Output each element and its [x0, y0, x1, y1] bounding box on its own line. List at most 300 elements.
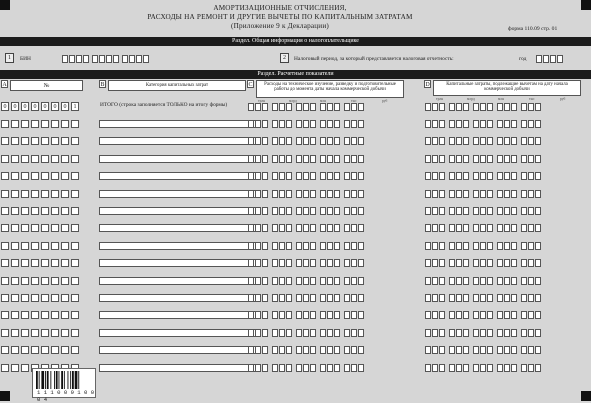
amount-digit-cell[interactable]: [351, 172, 357, 180]
row-number-cell[interactable]: [61, 242, 69, 250]
amount-digit-cell[interactable]: [425, 120, 431, 128]
amount-digit-cell[interactable]: [272, 329, 278, 337]
amount-digit-cell[interactable]: [279, 207, 285, 215]
amount-digit-cell[interactable]: [425, 190, 431, 198]
amount-digit-cell[interactable]: [487, 207, 493, 215]
amount-digit-cell[interactable]: [334, 329, 340, 337]
amount-digit-cell[interactable]: [327, 277, 333, 285]
amount-digit-cell[interactable]: [310, 311, 316, 319]
row-number-cell[interactable]: [11, 277, 19, 285]
amount-digit-cell[interactable]: [255, 137, 261, 145]
amount-digit-cell[interactable]: [334, 103, 340, 111]
amount-digit-cell[interactable]: [248, 172, 254, 180]
row-number-cell[interactable]: [41, 137, 49, 145]
amount-digit-cell[interactable]: [425, 346, 431, 354]
amount-digit-cell[interactable]: [327, 120, 333, 128]
row-number-cell[interactable]: [31, 155, 39, 163]
amount-digit-cell[interactable]: [358, 329, 364, 337]
row-number-cell[interactable]: [51, 120, 59, 128]
amount-digit-cell[interactable]: [511, 277, 517, 285]
amount-digit-cell[interactable]: [358, 137, 364, 145]
amount-digit-cell[interactable]: [439, 137, 445, 145]
amount-digit-cell[interactable]: [521, 120, 527, 128]
amount-digit-cell[interactable]: [334, 172, 340, 180]
amount-digit-cell[interactable]: [320, 311, 326, 319]
category-field[interactable]: [99, 277, 256, 285]
row-number-cell[interactable]: [71, 137, 79, 145]
amount-digit-cell[interactable]: [432, 329, 438, 337]
amount-digit-cell[interactable]: [286, 120, 292, 128]
amount-digit-cell[interactable]: [303, 155, 309, 163]
category-field[interactable]: [99, 311, 256, 319]
amount-digit-cell[interactable]: [528, 172, 534, 180]
amount-digit-cell[interactable]: [351, 364, 357, 372]
row-number-cell[interactable]: [11, 155, 19, 163]
amount-digit-cell[interactable]: [528, 364, 534, 372]
amount-digit-cell[interactable]: [310, 207, 316, 215]
amount-digit-cell[interactable]: [272, 190, 278, 198]
amount-digit-cell[interactable]: [504, 224, 510, 232]
amount-digit-cell[interactable]: [248, 137, 254, 145]
amount-digit-cell[interactable]: [535, 277, 541, 285]
amount-digit-cell[interactable]: [456, 259, 462, 267]
row-number-cell[interactable]: [41, 329, 49, 337]
amount-digit-cell[interactable]: [480, 311, 486, 319]
amount-digit-cell[interactable]: [262, 190, 268, 198]
amount-digit-cell[interactable]: [320, 346, 326, 354]
amount-digit-cell[interactable]: [439, 172, 445, 180]
amount-digit-cell[interactable]: [521, 224, 527, 232]
amount-digit-cell[interactable]: [351, 346, 357, 354]
amount-digit-cell[interactable]: [521, 190, 527, 198]
bin-cell[interactable]: [62, 55, 68, 63]
amount-digit-cell[interactable]: [456, 137, 462, 145]
amount-digit-cell[interactable]: [439, 155, 445, 163]
amount-digit-cell[interactable]: [504, 172, 510, 180]
row-number-cell[interactable]: [11, 137, 19, 145]
category-field[interactable]: [99, 207, 256, 215]
row-number-cell[interactable]: [71, 207, 79, 215]
row-number-cell[interactable]: [71, 172, 79, 180]
amount-digit-cell[interactable]: [279, 329, 285, 337]
amount-digit-cell[interactable]: [262, 242, 268, 250]
amount-digit-cell[interactable]: [351, 120, 357, 128]
category-field[interactable]: [99, 155, 256, 163]
amount-digit-cell[interactable]: [344, 311, 350, 319]
amount-digit-cell[interactable]: [358, 120, 364, 128]
amount-digit-cell[interactable]: [432, 155, 438, 163]
amount-digit-cell[interactable]: [255, 103, 261, 111]
amount-digit-cell[interactable]: [473, 155, 479, 163]
amount-digit-cell[interactable]: [449, 172, 455, 180]
amount-digit-cell[interactable]: [473, 346, 479, 354]
row-number-cell[interactable]: [61, 120, 69, 128]
row-number-cell[interactable]: [31, 137, 39, 145]
category-field[interactable]: [99, 329, 256, 337]
bin-cell[interactable]: [113, 55, 119, 63]
row-number-cell[interactable]: [1, 311, 9, 319]
amount-digit-cell[interactable]: [504, 103, 510, 111]
amount-digit-cell[interactable]: [463, 120, 469, 128]
amount-digit-cell[interactable]: [303, 207, 309, 215]
amount-digit-cell[interactable]: [279, 311, 285, 319]
amount-digit-cell[interactable]: [480, 259, 486, 267]
amount-digit-cell[interactable]: [358, 172, 364, 180]
amount-digit-cell[interactable]: [480, 155, 486, 163]
amount-digit-cell[interactable]: [279, 277, 285, 285]
amount-digit-cell[interactable]: [255, 364, 261, 372]
amount-digit-cell[interactable]: [511, 364, 517, 372]
row-number-cell[interactable]: [21, 155, 29, 163]
amount-digit-cell[interactable]: [334, 346, 340, 354]
amount-digit-cell[interactable]: [449, 259, 455, 267]
amount-digit-cell[interactable]: [327, 207, 333, 215]
amount-digit-cell[interactable]: [439, 259, 445, 267]
amount-digit-cell[interactable]: [303, 259, 309, 267]
amount-digit-cell[interactable]: [535, 242, 541, 250]
amount-digit-cell[interactable]: [272, 224, 278, 232]
amount-digit-cell[interactable]: [511, 190, 517, 198]
amount-digit-cell[interactable]: [463, 311, 469, 319]
amount-digit-cell[interactable]: [432, 242, 438, 250]
row-number-cell[interactable]: [21, 329, 29, 337]
amount-digit-cell[interactable]: [456, 103, 462, 111]
amount-digit-cell[interactable]: [449, 155, 455, 163]
row-number-cell[interactable]: [71, 259, 79, 267]
amount-digit-cell[interactable]: [248, 103, 254, 111]
bin-cell[interactable]: [69, 55, 75, 63]
amount-digit-cell[interactable]: [310, 137, 316, 145]
amount-digit-cell[interactable]: [303, 242, 309, 250]
amount-digit-cell[interactable]: [286, 155, 292, 163]
row-number-cell[interactable]: [51, 190, 59, 198]
amount-digit-cell[interactable]: [463, 364, 469, 372]
amount-digit-cell[interactable]: [310, 329, 316, 337]
row-number-cell[interactable]: [21, 242, 29, 250]
amount-digit-cell[interactable]: [358, 259, 364, 267]
amount-digit-cell[interactable]: [296, 294, 302, 302]
row-number-cell[interactable]: [41, 190, 49, 198]
amount-digit-cell[interactable]: [344, 242, 350, 250]
amount-digit-cell[interactable]: [425, 103, 431, 111]
amount-digit-cell[interactable]: [320, 120, 326, 128]
amount-digit-cell[interactable]: [296, 277, 302, 285]
category-field[interactable]: [99, 259, 256, 267]
amount-digit-cell[interactable]: [344, 172, 350, 180]
row-number-cell[interactable]: [31, 329, 39, 337]
amount-digit-cell[interactable]: [262, 224, 268, 232]
row-number-cell[interactable]: [31, 242, 39, 250]
row-number-cell[interactable]: [71, 155, 79, 163]
row-number-cell[interactable]: [11, 224, 19, 232]
amount-digit-cell[interactable]: [286, 311, 292, 319]
row-number-cell[interactable]: [1, 277, 9, 285]
row-number-cell[interactable]: [71, 294, 79, 302]
row-number-cell[interactable]: [61, 259, 69, 267]
amount-digit-cell[interactable]: [487, 277, 493, 285]
amount-digit-cell[interactable]: [449, 294, 455, 302]
amount-digit-cell[interactable]: [497, 207, 503, 215]
amount-digit-cell[interactable]: [528, 346, 534, 354]
row-number-cell[interactable]: [1, 155, 9, 163]
amount-digit-cell[interactable]: [320, 172, 326, 180]
row-number-cell[interactable]: [61, 329, 69, 337]
amount-digit-cell[interactable]: [535, 294, 541, 302]
amount-digit-cell[interactable]: [279, 224, 285, 232]
amount-digit-cell[interactable]: [456, 294, 462, 302]
row-number-cell[interactable]: [31, 190, 39, 198]
row-number-cell[interactable]: [31, 224, 39, 232]
amount-digit-cell[interactable]: [473, 242, 479, 250]
amount-digit-cell[interactable]: [320, 242, 326, 250]
amount-digit-cell[interactable]: [480, 120, 486, 128]
amount-digit-cell[interactable]: [248, 224, 254, 232]
amount-digit-cell[interactable]: [344, 207, 350, 215]
amount-digit-cell[interactable]: [487, 155, 493, 163]
amount-digit-cell[interactable]: [272, 172, 278, 180]
row-number-cell[interactable]: [1, 172, 9, 180]
amount-digit-cell[interactable]: [286, 224, 292, 232]
amount-digit-cell[interactable]: [358, 224, 364, 232]
bin-cell[interactable]: [136, 55, 142, 63]
amount-digit-cell[interactable]: [279, 120, 285, 128]
amount-digit-cell[interactable]: [497, 137, 503, 145]
amount-digit-cell[interactable]: [334, 311, 340, 319]
row-number-cell[interactable]: [41, 172, 49, 180]
amount-digit-cell[interactable]: [296, 346, 302, 354]
amount-digit-cell[interactable]: [456, 311, 462, 319]
amount-digit-cell[interactable]: [463, 224, 469, 232]
amount-digit-cell[interactable]: [439, 242, 445, 250]
amount-digit-cell[interactable]: [439, 294, 445, 302]
amount-digit-cell[interactable]: [463, 329, 469, 337]
amount-digit-cell[interactable]: [473, 207, 479, 215]
amount-digit-cell[interactable]: [248, 311, 254, 319]
amount-digit-cell[interactable]: [255, 311, 261, 319]
amount-digit-cell[interactable]: [473, 224, 479, 232]
amount-digit-cell[interactable]: [272, 120, 278, 128]
amount-digit-cell[interactable]: [296, 120, 302, 128]
row-number-cell[interactable]: [71, 190, 79, 198]
amount-digit-cell[interactable]: [463, 294, 469, 302]
amount-digit-cell[interactable]: [303, 190, 309, 198]
amount-digit-cell[interactable]: [327, 137, 333, 145]
amount-digit-cell[interactable]: [248, 190, 254, 198]
amount-digit-cell[interactable]: [480, 294, 486, 302]
amount-digit-cell[interactable]: [439, 224, 445, 232]
amount-digit-cell[interactable]: [449, 137, 455, 145]
amount-digit-cell[interactable]: [310, 224, 316, 232]
amount-digit-cell[interactable]: [497, 155, 503, 163]
row-number-cell[interactable]: [51, 155, 59, 163]
amount-digit-cell[interactable]: [310, 155, 316, 163]
amount-digit-cell[interactable]: [303, 329, 309, 337]
amount-digit-cell[interactable]: [279, 259, 285, 267]
row-number-cell[interactable]: [61, 137, 69, 145]
amount-digit-cell[interactable]: [487, 224, 493, 232]
amount-digit-cell[interactable]: [528, 259, 534, 267]
row-number-cell[interactable]: [21, 190, 29, 198]
amount-digit-cell[interactable]: [425, 224, 431, 232]
amount-digit-cell[interactable]: [296, 172, 302, 180]
amount-digit-cell[interactable]: [432, 103, 438, 111]
amount-digit-cell[interactable]: [248, 120, 254, 128]
amount-digit-cell[interactable]: [487, 137, 493, 145]
amount-digit-cell[interactable]: [504, 346, 510, 354]
amount-digit-cell[interactable]: [358, 294, 364, 302]
amount-digit-cell[interactable]: [279, 294, 285, 302]
amount-digit-cell[interactable]: [463, 207, 469, 215]
amount-digit-cell[interactable]: [320, 155, 326, 163]
amount-digit-cell[interactable]: [456, 277, 462, 285]
row-number-cell[interactable]: [51, 277, 59, 285]
row-number-cell[interactable]: [61, 172, 69, 180]
amount-digit-cell[interactable]: [425, 137, 431, 145]
amount-digit-cell[interactable]: [327, 294, 333, 302]
amount-digit-cell[interactable]: [286, 103, 292, 111]
row-number-cell[interactable]: [61, 294, 69, 302]
amount-digit-cell[interactable]: [535, 364, 541, 372]
amount-digit-cell[interactable]: [351, 190, 357, 198]
amount-digit-cell[interactable]: [480, 224, 486, 232]
amount-digit-cell[interactable]: [334, 224, 340, 232]
amount-digit-cell[interactable]: [344, 155, 350, 163]
row-number-cell[interactable]: [1, 242, 9, 250]
amount-digit-cell[interactable]: [504, 259, 510, 267]
amount-digit-cell[interactable]: [262, 259, 268, 267]
amount-digit-cell[interactable]: [511, 224, 517, 232]
amount-digit-cell[interactable]: [497, 242, 503, 250]
amount-digit-cell[interactable]: [351, 155, 357, 163]
amount-digit-cell[interactable]: [344, 294, 350, 302]
row-number-cell[interactable]: [41, 120, 49, 128]
row-number-cell[interactable]: [51, 346, 59, 354]
row-number-cell[interactable]: [1, 364, 9, 372]
amount-digit-cell[interactable]: [480, 242, 486, 250]
row-number-cell[interactable]: [21, 311, 29, 319]
amount-digit-cell[interactable]: [473, 364, 479, 372]
amount-digit-cell[interactable]: [449, 242, 455, 250]
amount-digit-cell[interactable]: [310, 346, 316, 354]
amount-digit-cell[interactable]: [456, 120, 462, 128]
amount-digit-cell[interactable]: [487, 242, 493, 250]
bin-cell[interactable]: [92, 55, 98, 63]
amount-digit-cell[interactable]: [439, 207, 445, 215]
amount-digit-cell[interactable]: [351, 294, 357, 302]
amount-digit-cell[interactable]: [255, 259, 261, 267]
amount-digit-cell[interactable]: [262, 329, 268, 337]
bin-cell[interactable]: [129, 55, 135, 63]
row-number-cell[interactable]: [61, 155, 69, 163]
amount-digit-cell[interactable]: [535, 311, 541, 319]
row-number-cell[interactable]: [61, 346, 69, 354]
amount-digit-cell[interactable]: [279, 137, 285, 145]
amount-digit-cell[interactable]: [320, 364, 326, 372]
amount-digit-cell[interactable]: [286, 364, 292, 372]
amount-digit-cell[interactable]: [528, 120, 534, 128]
row-number-cell[interactable]: [31, 277, 39, 285]
amount-digit-cell[interactable]: [327, 329, 333, 337]
row-number-cell[interactable]: [41, 346, 49, 354]
amount-digit-cell[interactable]: [327, 172, 333, 180]
amount-digit-cell[interactable]: [255, 242, 261, 250]
amount-digit-cell[interactable]: [303, 172, 309, 180]
amount-digit-cell[interactable]: [262, 137, 268, 145]
amount-digit-cell[interactable]: [286, 294, 292, 302]
amount-digit-cell[interactable]: [511, 346, 517, 354]
amount-digit-cell[interactable]: [528, 207, 534, 215]
row-number-cell[interactable]: [31, 207, 39, 215]
amount-digit-cell[interactable]: [344, 329, 350, 337]
amount-digit-cell[interactable]: [487, 120, 493, 128]
row-number-cell[interactable]: [31, 346, 39, 354]
amount-digit-cell[interactable]: [504, 155, 510, 163]
amount-digit-cell[interactable]: [344, 277, 350, 285]
amount-digit-cell[interactable]: [255, 120, 261, 128]
year-cell[interactable]: [536, 55, 542, 63]
amount-digit-cell[interactable]: [487, 294, 493, 302]
amount-digit-cell[interactable]: [528, 103, 534, 111]
amount-digit-cell[interactable]: [303, 224, 309, 232]
row-number-cell[interactable]: [31, 172, 39, 180]
row-number-cell[interactable]: [71, 242, 79, 250]
amount-digit-cell[interactable]: [535, 172, 541, 180]
amount-digit-cell[interactable]: [351, 329, 357, 337]
amount-digit-cell[interactable]: [497, 259, 503, 267]
amount-digit-cell[interactable]: [255, 190, 261, 198]
amount-digit-cell[interactable]: [310, 190, 316, 198]
amount-digit-cell[interactable]: [320, 294, 326, 302]
amount-digit-cell[interactable]: [262, 103, 268, 111]
amount-digit-cell[interactable]: [456, 242, 462, 250]
amount-digit-cell[interactable]: [262, 294, 268, 302]
amount-digit-cell[interactable]: [334, 294, 340, 302]
amount-digit-cell[interactable]: [358, 311, 364, 319]
amount-digit-cell[interactable]: [449, 224, 455, 232]
amount-digit-cell[interactable]: [358, 277, 364, 285]
row-number-cell[interactable]: [51, 311, 59, 319]
amount-digit-cell[interactable]: [334, 190, 340, 198]
amount-digit-cell[interactable]: [463, 103, 469, 111]
amount-digit-cell[interactable]: [480, 103, 486, 111]
amount-digit-cell[interactable]: [255, 346, 261, 354]
row-number-cell[interactable]: [61, 311, 69, 319]
amount-digit-cell[interactable]: [449, 346, 455, 354]
amount-digit-cell[interactable]: [528, 137, 534, 145]
amount-digit-cell[interactable]: [511, 242, 517, 250]
amount-digit-cell[interactable]: [358, 190, 364, 198]
amount-digit-cell[interactable]: [344, 103, 350, 111]
amount-digit-cell[interactable]: [521, 364, 527, 372]
amount-digit-cell[interactable]: [358, 346, 364, 354]
amount-digit-cell[interactable]: [303, 364, 309, 372]
amount-digit-cell[interactable]: [425, 259, 431, 267]
amount-digit-cell[interactable]: [327, 224, 333, 232]
amount-digit-cell[interactable]: [351, 259, 357, 267]
amount-digit-cell[interactable]: [449, 120, 455, 128]
amount-digit-cell[interactable]: [425, 294, 431, 302]
category-field[interactable]: [99, 242, 256, 250]
amount-digit-cell[interactable]: [248, 364, 254, 372]
row-number-cell[interactable]: [51, 172, 59, 180]
amount-digit-cell[interactable]: [358, 242, 364, 250]
amount-digit-cell[interactable]: [511, 137, 517, 145]
row-number-cell[interactable]: [21, 137, 29, 145]
amount-digit-cell[interactable]: [487, 364, 493, 372]
amount-digit-cell[interactable]: [497, 294, 503, 302]
row-number-cell[interactable]: [71, 120, 79, 128]
amount-digit-cell[interactable]: [528, 329, 534, 337]
